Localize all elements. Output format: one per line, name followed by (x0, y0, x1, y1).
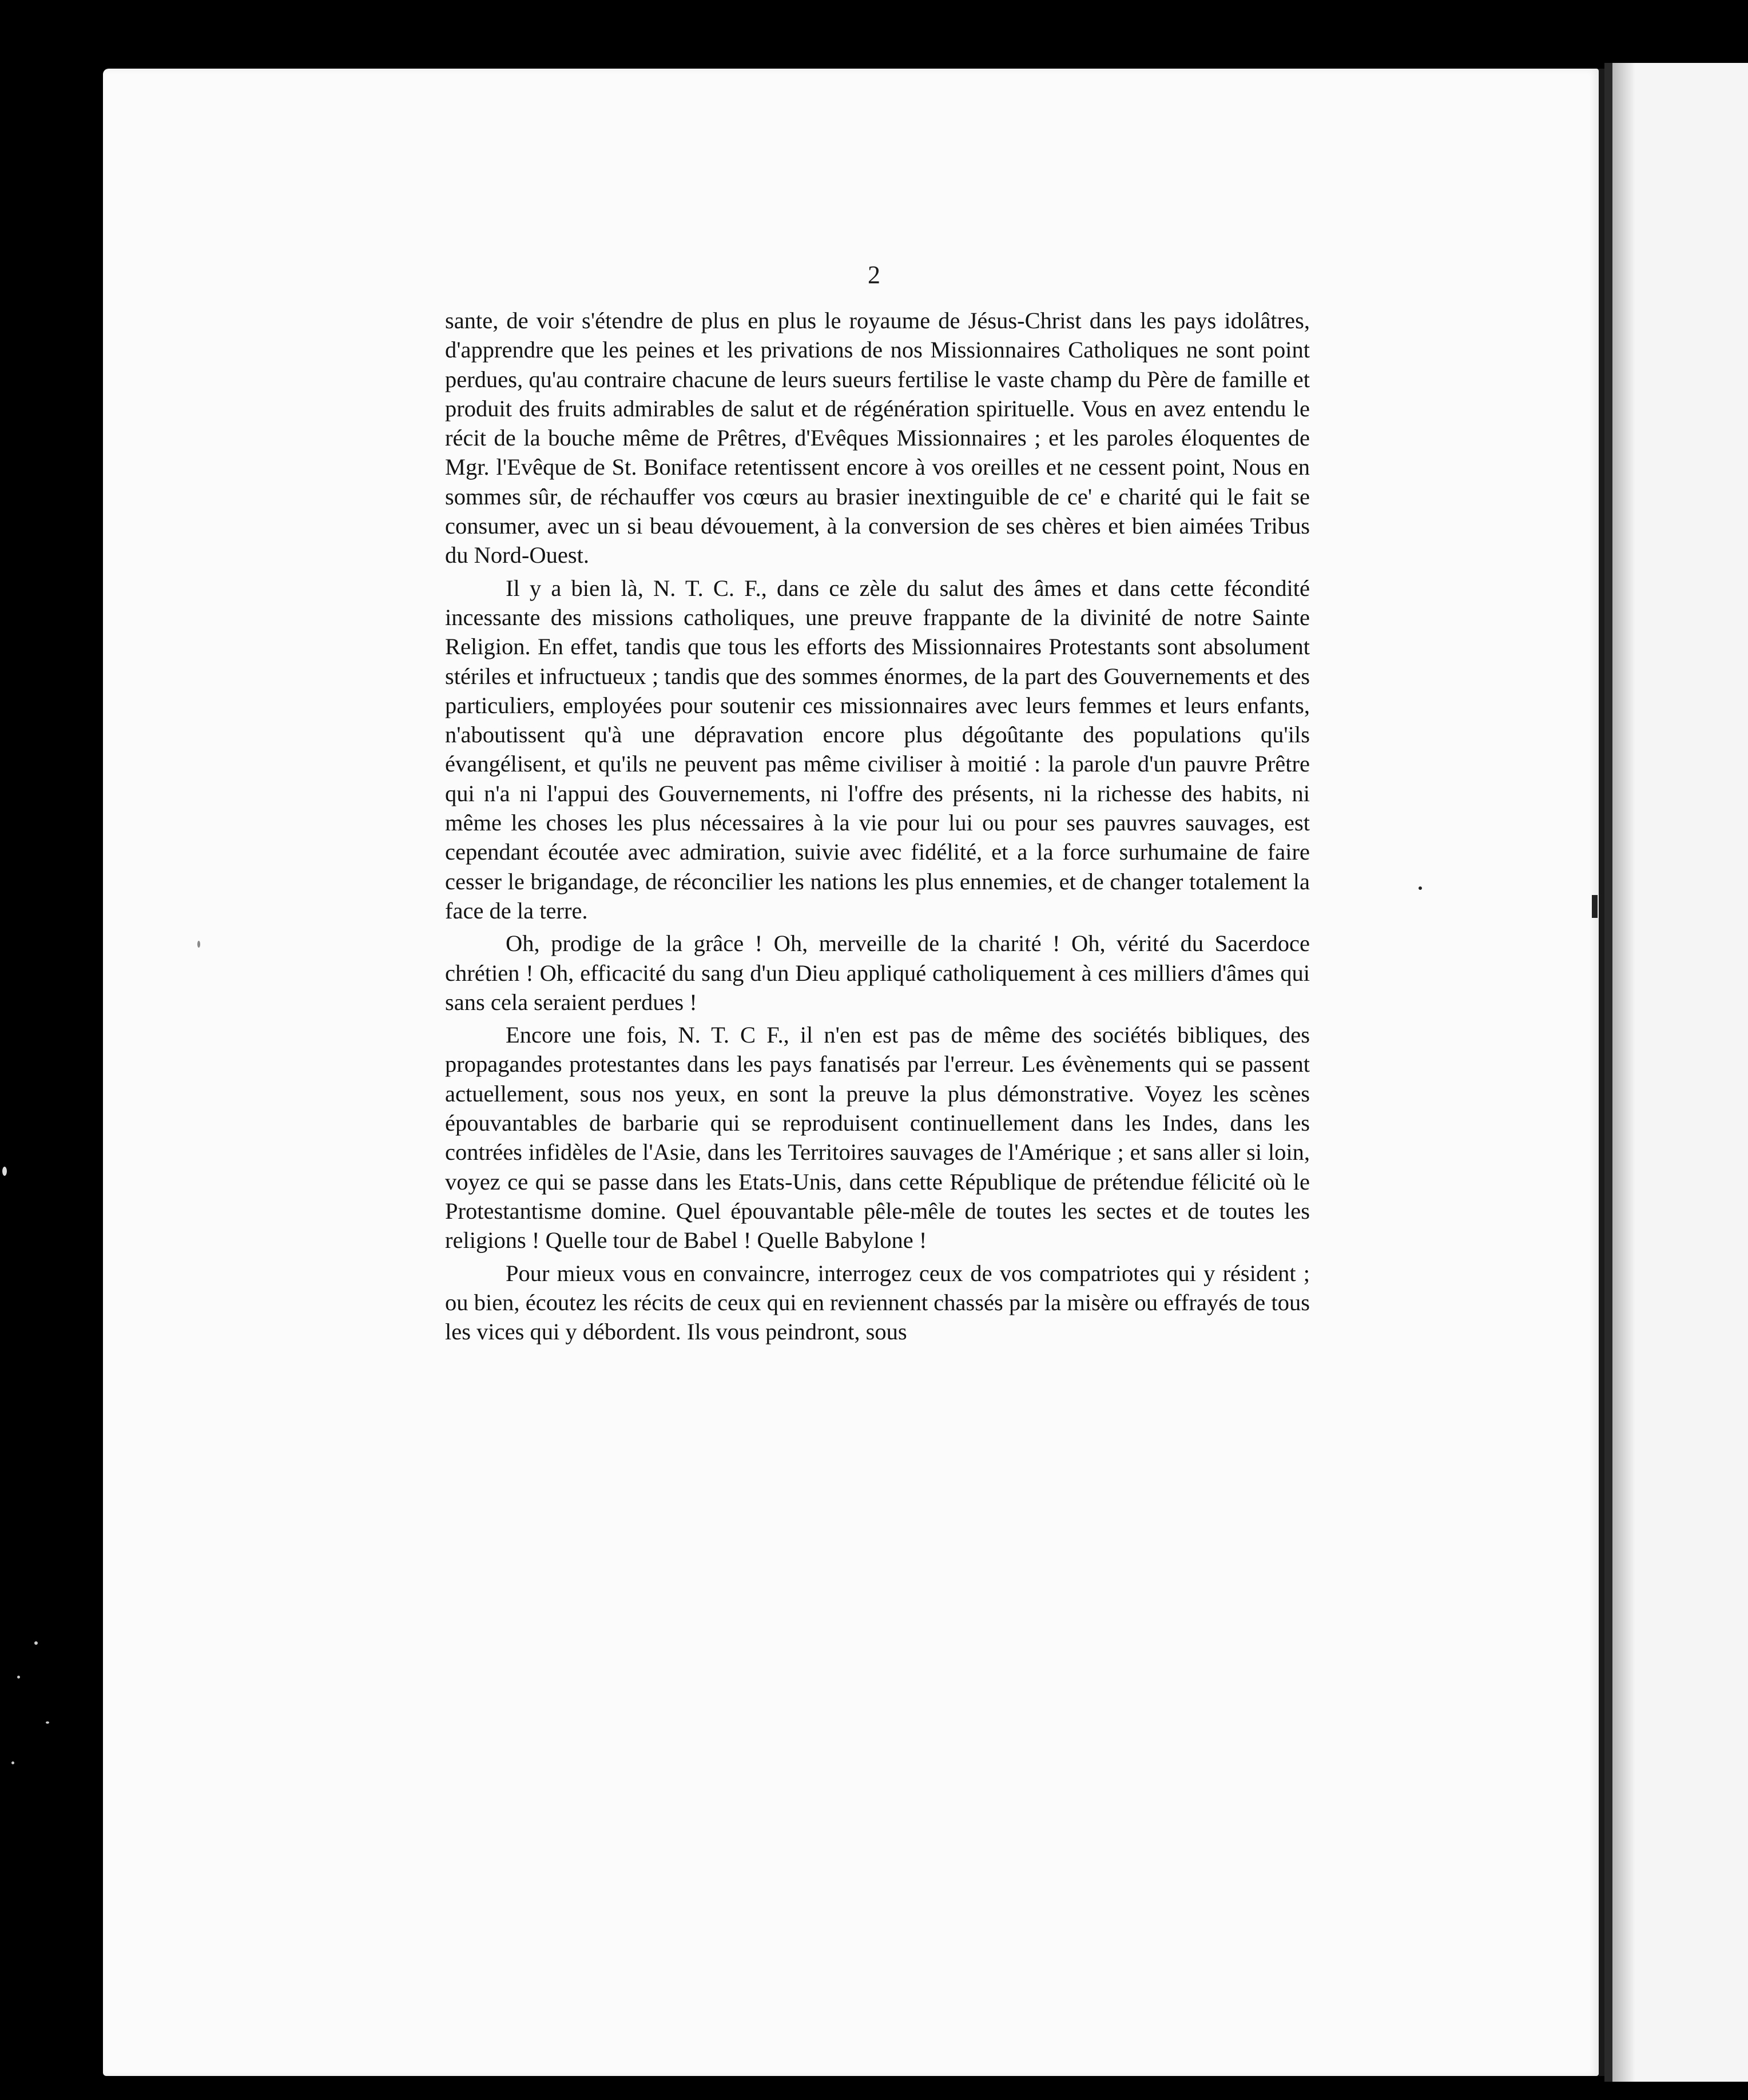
binding-shadow (1599, 69, 1604, 2076)
scan-speck (46, 1721, 49, 1724)
body-text (445, 306, 1310, 1346)
paragraph: sante, de voir s'étendre de plus en plus le royaume de Jésus-Christ dans les pays idolâtres, d'apprendre que les peines et les privations de nos Missionnaires Catholiques ne sont point perdues, qu'au contraire chacune de leurs sueurs fertilise le vaste champ du Père de famille et produit des fruits admirables de salut et de régénération spirituelle. Vous en avez entendu le récit de la bouche même de Prêtres, d'Evêques Missionnaires ; et les paroles éloquentes de Mgr. l'Evêque de St. Boniface retentissent encore à vos oreilles et ne cessent point, Nous en sommes sûr, de réchauffer vos cœurs au brasier inextinguible de ce' e charité qui le fait se consumer, avec un si beau dévouement, à la conversion de ses chères et bien aimées Tribus du Nord-Ouest. (445, 308, 1310, 568)
paragraph: Pour mieux vous en convaincre, interrogez ceux de vos compatriotes qui y résident ; ou bien, écoutez les récits de ceux qui en reviennent chassés par la misère ou effrayés de tous les vices qui y débordent. Ils vous peindront, sous (445, 1260, 1310, 1345)
facing-page-edge (1604, 63, 1748, 2082)
scan-speck (197, 941, 200, 948)
paragraph: Il y a bien là, N. T. C. F., dans ce zèle du salut des âmes et dans cette fécondité incessante des missions catholiques, une preuve frappante de la divinité de notre Sainte Religion. En effet, tandis que tous les efforts des Missionnaires Protestants sont absolument stériles et infructueux ; tandis que des sommes énormes, de la part des Gouvernements et des particuliers, employées pour soutenir ces missionnaires avec leurs femmes et leurs enfants, n'aboutissent qu'à une dépravation encore plus dégoûtante des populations qu'ils évangélisent, et qu'ils ne peuvent pas même civiliser à moitié : la parole d'un pauvre Prêtre qui n'a ni l'appui des Gouvernements, ni l'offre des présents, ni la richesse des habits, ni même les choses les plus nécessaires à la vie pour lui ou pour ses pauvres sauvages, est cependant écoutée avec admiration, suivie avec fidélité, et a la force surhumaine de faire cesser le brigandage, de réconcilier les nations les plus ennemies, et de changer totalement la face de la terre. (445, 575, 1310, 924)
scan-speck (11, 1761, 14, 1764)
scan-speck (2, 1167, 7, 1176)
scan-speck (17, 1676, 20, 1679)
scan-speck (1419, 886, 1422, 890)
facing-page-shade (1612, 63, 1635, 2082)
scan-speck (34, 1641, 38, 1645)
page-number: 2 (868, 261, 880, 289)
scan-speck (1592, 895, 1598, 918)
paragraph: Oh, prodige de la grâce ! Oh, merveille de la charité ! Oh, vérité du Sacerdoce chrétien ! Oh, efficacité du sang d'un Dieu appliqué catholiquement à ces milliers d'âmes qui sans cela seraient perdues ! (445, 930, 1310, 1015)
paragraph: Encore une fois, N. T. C F., il n'en est pas de même des sociétés bibliques, des propagandes protestantes dans les pays fanatisés par l'erreur. Les évènements qui se passent actuellement, sous nos yeux, en sont la preuve la plus démonstrative. Voyez les scènes épouvantables de barbarie qui se reproduisent continuellement dans les Indes, dans les contrées infidèles de l'Asie, dans les Territoires sauvages de l'Amérique ; et sans aller si loin, voyez ce qui se passe dans les Etats-Unis, dans cette République de prétendue félicité où le Protestantisme domine. Quel épouvantable pêle-mêle de toutes les sectes et de toutes les religions ! Quelle tour de Babel ! Quelle Babylone ! (445, 1022, 1310, 1254)
